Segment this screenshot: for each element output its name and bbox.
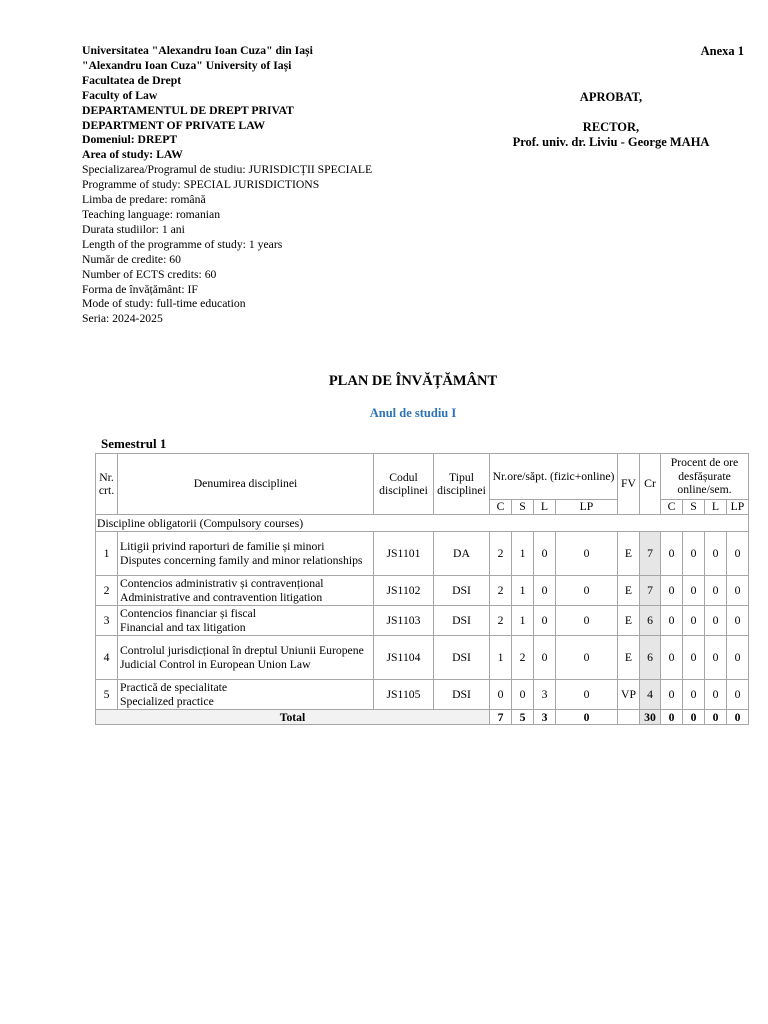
total-olp: 0 xyxy=(727,710,749,725)
header-line: Mode of study: full-time education xyxy=(82,297,246,311)
cell-fv: E xyxy=(618,576,640,606)
cell-ol: 0 xyxy=(705,576,727,606)
cell-olp: 0 xyxy=(727,576,749,606)
cell-type: DA xyxy=(434,532,490,576)
header-online-c: C xyxy=(661,500,683,515)
cell-lp: 0 xyxy=(556,606,618,636)
cell-olp: 0 xyxy=(727,680,749,710)
cell-type: DSI xyxy=(434,606,490,636)
plan-title: PLAN DE ÎNVĂȚĂMÂNT xyxy=(328,373,498,389)
cell-s: 2 xyxy=(512,636,534,680)
header-c: C xyxy=(490,500,512,515)
cell-cr: 7 xyxy=(640,532,661,576)
header-online-l: L xyxy=(705,500,727,515)
rector-label: RECTOR, xyxy=(582,120,640,134)
header-line: Programme of study: SPECIAL JURISDICTIONS xyxy=(82,178,320,192)
cell-c: 1 xyxy=(490,636,512,680)
cell-c: 0 xyxy=(490,680,512,710)
total-l: 3 xyxy=(534,710,556,725)
header-line: Faculty of Law xyxy=(82,88,158,102)
header-name: Denumirea disciplinei xyxy=(118,454,374,515)
cell-oc: 0 xyxy=(661,636,683,680)
cell-oc: 0 xyxy=(661,532,683,576)
cell-ol: 0 xyxy=(705,532,727,576)
cell-l: 0 xyxy=(534,576,556,606)
cell-ol: 0 xyxy=(705,680,727,710)
table-row xyxy=(96,680,749,710)
cell-cr: 6 xyxy=(640,636,661,680)
annex-label: Anexa 1 xyxy=(700,44,744,58)
header-line: Number of ECTS credits: 60 xyxy=(82,267,217,281)
cell-os: 0 xyxy=(683,532,705,576)
cell-type: DSI xyxy=(434,576,490,606)
cell-name: Practică de specialitate Specialized practice xyxy=(118,680,374,710)
cell-c: 2 xyxy=(490,532,512,576)
cell-cr: 7 xyxy=(640,576,661,606)
total-s: 5 xyxy=(512,710,534,725)
cell-s: 1 xyxy=(512,576,534,606)
cell-os: 0 xyxy=(683,680,705,710)
cell-os: 0 xyxy=(683,636,705,680)
cell-fv: VP xyxy=(618,680,640,710)
cell-oc: 0 xyxy=(661,576,683,606)
table-row xyxy=(96,606,749,636)
header-line: Specializarea/Programul de studiu: JURISDICȚII SPECIALE xyxy=(82,163,373,177)
header-line: "Alexandru Ioan Cuza" University of Iași xyxy=(82,58,292,72)
cell-fv: E xyxy=(618,636,640,680)
header-line: Facultatea de Drept xyxy=(82,73,182,87)
approved-label: APROBAT, xyxy=(579,90,643,104)
total-row xyxy=(96,710,749,725)
header-line: Universitatea "Alexandru Ioan Cuza" din Iași xyxy=(82,44,313,57)
header-online-lp: LP xyxy=(727,500,749,515)
header-l: L xyxy=(534,500,556,515)
cell-olp: 0 xyxy=(727,636,749,680)
cell-cr: 6 xyxy=(640,606,661,636)
cell-type: DSI xyxy=(434,680,490,710)
cell-fv: E xyxy=(618,532,640,576)
header-line: Teaching language: romanian xyxy=(82,207,221,221)
cell-name: Contencios administrativ și contravențional Administrative and contravention litigation xyxy=(118,576,374,606)
cell-lp: 0 xyxy=(556,680,618,710)
section-label: Discipline obligatorii (Compulsory courses) xyxy=(96,515,749,532)
table-row xyxy=(96,636,749,680)
cell-l: 0 xyxy=(534,532,556,576)
cell-os: 0 xyxy=(683,576,705,606)
cell-c: 2 xyxy=(490,576,512,606)
cell-fv: E xyxy=(618,606,640,636)
cell-code: JS1105 xyxy=(374,680,434,710)
cell-nr: 1 xyxy=(96,532,118,576)
total-lp: 0 xyxy=(556,710,618,725)
total-ol: 0 xyxy=(705,710,727,725)
cell-ol: 0 xyxy=(705,636,727,680)
cell-olp: 0 xyxy=(727,606,749,636)
semester-title: Semestrul 1 xyxy=(101,436,167,451)
header-code: Codul disciplinei xyxy=(374,454,434,515)
cell-olp: 0 xyxy=(727,532,749,576)
header-cr: Cr xyxy=(640,454,661,515)
approval-block xyxy=(480,90,742,150)
header-line: Domeniul: DREPT xyxy=(82,133,178,147)
cell-s: 1 xyxy=(512,606,534,636)
header-line: Durata studiilor: 1 ani xyxy=(82,222,185,236)
cell-name: Controlul jurisdicțional în dreptul Uniunii Europene Judicial Control in European Union Law xyxy=(118,636,374,680)
table-row xyxy=(96,532,749,576)
header-hours: Nr.ore/săpt. (fizic+online) xyxy=(490,454,618,500)
header-lp: LP xyxy=(556,500,618,515)
total-os: 0 xyxy=(683,710,705,725)
cell-l: 0 xyxy=(534,606,556,636)
cell-nr: 3 xyxy=(96,606,118,636)
header-online-s: S xyxy=(683,500,705,515)
header-line: Area of study: LAW xyxy=(82,148,183,162)
cell-c: 2 xyxy=(490,606,512,636)
header-line: Limba de predare: română xyxy=(82,193,206,207)
header-line: DEPARTAMENTUL DE DREPT PRIVAT xyxy=(82,103,294,117)
cell-oc: 0 xyxy=(661,606,683,636)
header-type: Tipul disciplinei xyxy=(434,454,490,515)
header-s: S xyxy=(512,500,534,515)
cell-nr: 4 xyxy=(96,636,118,680)
cell-ol: 0 xyxy=(705,606,727,636)
cell-l: 0 xyxy=(534,636,556,680)
header-online: Procent de ore desfășurate online/sem. xyxy=(661,454,749,500)
cell-s: 1 xyxy=(512,532,534,576)
total-label: Total xyxy=(96,710,490,725)
cell-code: JS1104 xyxy=(374,636,434,680)
cell-code: JS1103 xyxy=(374,606,434,636)
total-c: 7 xyxy=(490,710,512,725)
total-cr: 30 xyxy=(640,710,661,725)
cell-nr: 5 xyxy=(96,680,118,710)
cell-os: 0 xyxy=(683,606,705,636)
cell-name: Contencios financiar și fiscal Financial and tax litigation xyxy=(118,606,374,636)
table-row xyxy=(96,576,749,606)
header-line: Length of the programme of study: 1 years xyxy=(82,237,283,251)
total-oc: 0 xyxy=(661,710,683,725)
total-fv xyxy=(618,710,640,725)
cell-name: Litigii privind raporturi de familie și minori Disputes concerning family and minor relationships xyxy=(118,532,374,576)
cell-type: DSI xyxy=(434,636,490,680)
header-line: Forma de învățământ: IF xyxy=(82,282,198,296)
curriculum-table xyxy=(95,453,749,725)
cell-lp: 0 xyxy=(556,576,618,606)
header-fv: FV xyxy=(618,454,640,515)
cell-l: 3 xyxy=(534,680,556,710)
cell-lp: 0 xyxy=(556,636,618,680)
cell-oc: 0 xyxy=(661,680,683,710)
header-line: Seria: 2024-2025 xyxy=(82,312,163,326)
university-header xyxy=(82,44,482,327)
cell-cr: 4 xyxy=(640,680,661,710)
year-title: Anul de studiu I xyxy=(369,406,457,420)
rector-name: Prof. univ. dr. Liviu - George MAHA xyxy=(512,135,710,149)
cell-s: 0 xyxy=(512,680,534,710)
header-line: Număr de credite: 60 xyxy=(82,252,181,266)
header-nr: Nr. crt. xyxy=(96,454,118,515)
cell-code: JS1101 xyxy=(374,532,434,576)
cell-code: JS1102 xyxy=(374,576,434,606)
cell-nr: 2 xyxy=(96,576,118,606)
header-line: DEPARTMENT OF PRIVATE LAW xyxy=(82,118,266,132)
cell-lp: 0 xyxy=(556,532,618,576)
